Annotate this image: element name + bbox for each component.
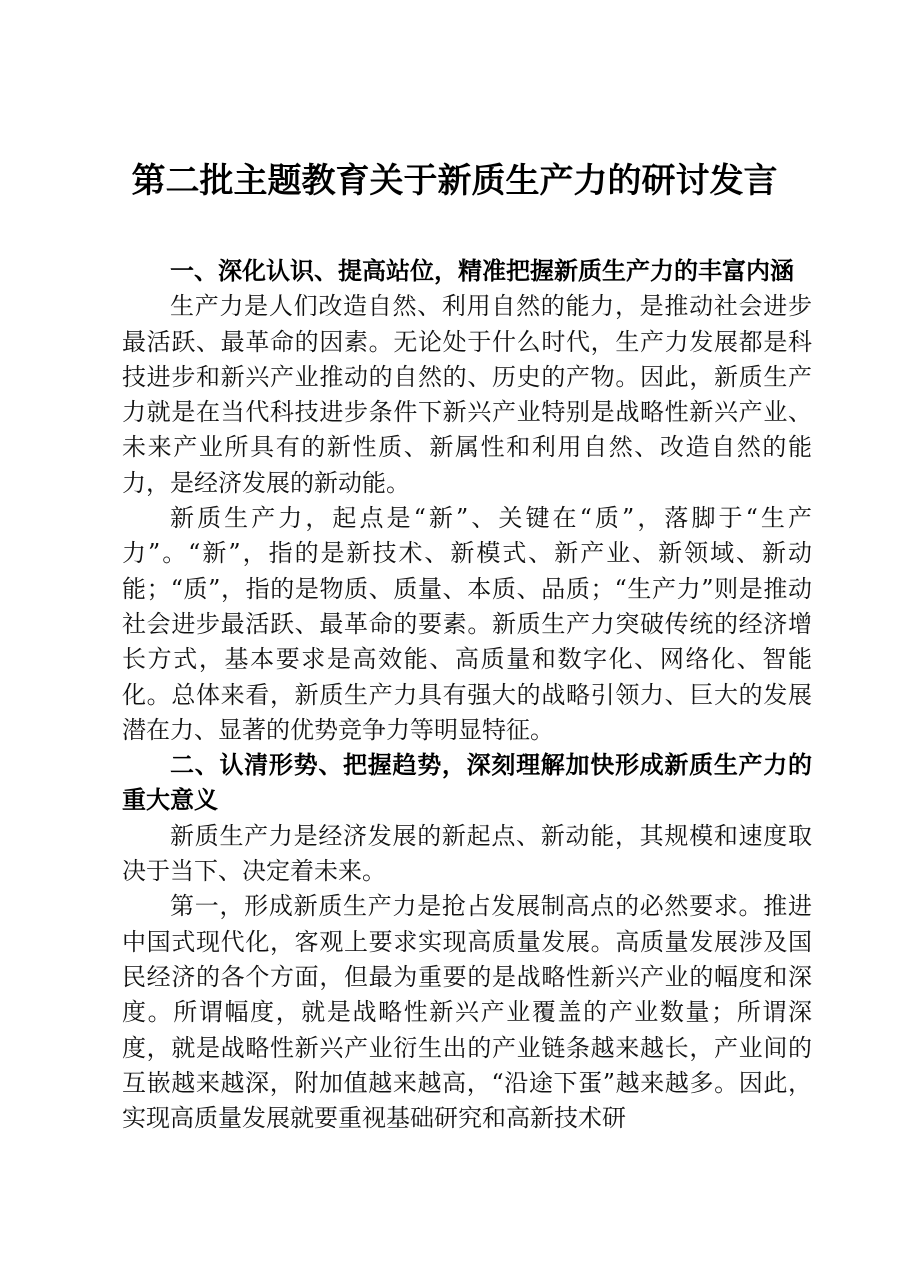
document-body (122, 254, 812, 1136)
section-2-paragraph-2: 第一，形成新质生产力是抢占发展制高点的必然要求。推进中国式现代化，客观上要求实现高质量发展。高质量发展涉及国民经济的各个方面，但最为重要的是战略性新兴产业的幅度和深度。所谓幅度，就是战略性新兴产业覆盖的产业数量；所谓深度，就是战略性新兴产业衍生出的产业链条越来越长，产业间的互嵌越来越深，附加值越来越高，“沿途下蛋”越来越多。因此，实现高质量发展就要重视基础研究和高新技术研 (122, 892, 812, 1133)
section-heading-1: 一、深化认识、提高站位，精准把握新质生产力的丰富内涵 (170, 257, 794, 285)
section-1-paragraph-1: 生产力是人们改造自然、利用自然的能力，是推动社会进步最活跃、最革命的因素。无论处于什么时代，生产力发展都是科技进步和新兴产业推动的自然的、历史的产物。因此，新质生产力就是在当代科技进步条件下新兴产业特别是战略性新兴产业、未来产业所具有的新性质、新属性和利用自然、改造自然的能力，是经济发展的新动能。 (122, 292, 812, 497)
section-1-paragraph-2: 新质生产力，起点是“新”、关键在“质”，落脚于“生产力”。“新”，指的是新技术、新模式、新产业、新领域、新动能；“质”，指的是物质、质量、本质、品质；“生产力”则是推动社会进步最活跃、最革命的要素。新质生产力突破传统的经济增长方式，基本要求是高效能、高质量和数字化、网络化、智能化。总体来看，新质生产力具有强大的战略引领力、巨大的发展潜在力、显著的优势竞争力等明显特征。 (122, 504, 812, 744)
section-heading-2: 二、认清形势、把握趋势，深刻理解加快形成新质生产力的重大意义 (122, 751, 812, 815)
section-2-paragraph-1: 新质生产力是经济发展的新起点、新动能，其规模和速度取决于当下、决定着未来。 (122, 821, 812, 886)
document-title: 第二批主题教育关于新质生产力的研讨发言 (131, 161, 778, 201)
